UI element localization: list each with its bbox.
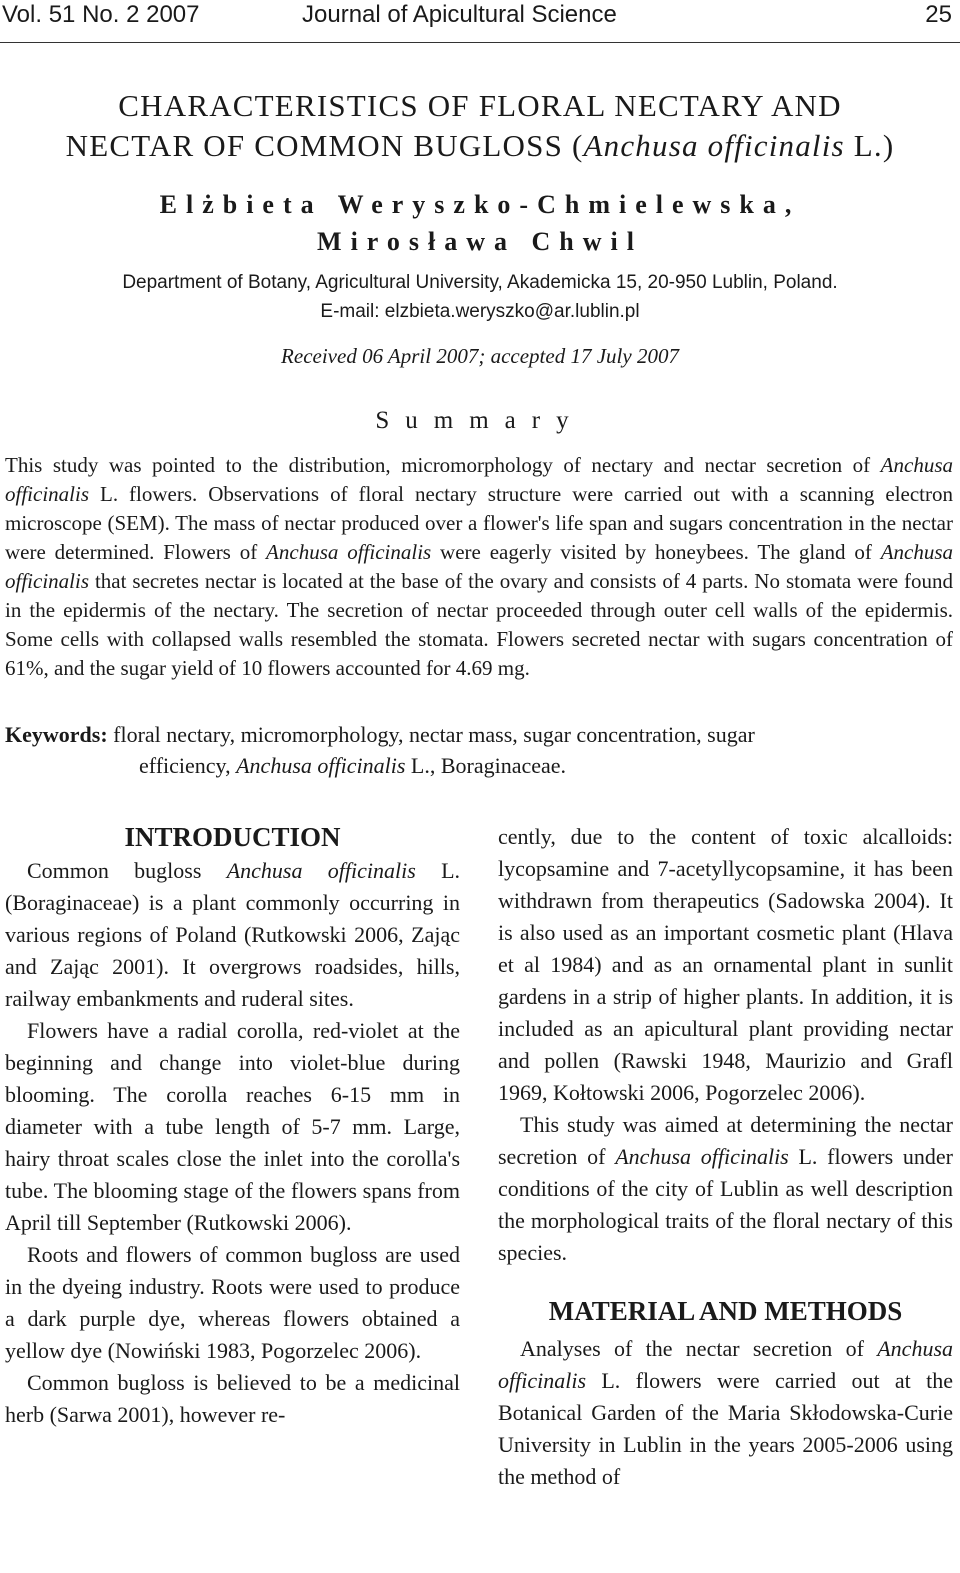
- species-name: Anchusa officinalis: [266, 540, 432, 564]
- summary-part: L. flowers. Observations of floral nectary structure were carried out with a scanning electron microscope (SEM). The mass of nectar produced over a flower's life span and sugars concentration in the nectar were determined. Flowers of: [5, 482, 953, 564]
- paragraph: Common bugloss is believed to be a medicinal herb (Sarwa 2001), however re-: [5, 1370, 460, 1427]
- running-header: [0, 0, 960, 34]
- affiliation: [0, 268, 960, 326]
- title-line-1: CHARACTERISTICS OF FLORAL NECTARY AND: [118, 88, 842, 123]
- summary-part: that secretes nectar is located at the base of the ovary and consists of 4 parts. No stomata were found in the epidermis of the nectary. The secretion of nectar proceeded through outer cell walls of the epidermis. Some cells with collapsed walls resembled the stomata. Flowers secreted nectar with sugars concentration of 61%, and the sugar yield of 10 flowers accounted for 4.69 mg.: [5, 569, 953, 680]
- paragraph-text: L. flowers were carried out at the Botanical Garden of the Maria Skłodowska-Curie University in Lublin in the years 2005-2006 using the method of: [498, 1368, 953, 1489]
- header-rule: [0, 42, 960, 43]
- species-name: Anchusa officinalis: [5, 540, 954, 593]
- species-name: Anchusa officinalis: [615, 1144, 789, 1169]
- keywords-continuation: [5, 750, 953, 781]
- keywords: [5, 719, 953, 781]
- paragraph-text: L. flowers under conditions of the city of Lublin as well description the morphological traits of the floral nectary of this species.: [498, 1144, 954, 1265]
- summary-part: were eagerly visited by honeybees. The gland of: [431, 540, 881, 564]
- summary-part: This study was pointed to the distribution, micromorphology of nectary and nectar secretion of: [5, 453, 881, 477]
- paragraph: cently, due to the content of toxic alcalloids: lycopsamine and 7-acetyllycopsamine, it has been withdrawn from therapeutics (Sadowska 2004). It is also used as an important cosmetic plant (Hlava et al 1984) and as an ornamental plant in sunlit gardens in a strip of higher plants. In addition, it is included as an apicultural plant providing nectar and pollen (Rawski 1948, Maurizio and Grafl 1969, Kołtowski 2006, Pogorzelec 2006).: [498, 824, 953, 1105]
- paragraph: [498, 1109, 953, 1269]
- page-number: 25: [925, 1, 952, 28]
- summary-text: [5, 451, 953, 683]
- left-column: [5, 819, 460, 1431]
- summary-heading: Summary: [375, 407, 585, 434]
- author-list: [0, 186, 960, 260]
- title-text-end: L.): [844, 128, 895, 163]
- affiliation-address: Department of Botany, Agricultural University, Akademicka 15, 20-950 Lublin, Poland.: [122, 272, 838, 293]
- paragraph: [5, 855, 460, 1015]
- journal-name: Journal of Apicultural Science: [302, 1, 617, 28]
- title-line-2: [0, 126, 960, 166]
- paragraph-text: L. (Boraginaceae) is a plant commonly occurring in various regions of Poland (Rutkowski 2006, Zając and Zając 2001). It overgrows roadsides, hills, railway embankments and ruderal sites.: [5, 858, 461, 1011]
- keywords-label: Keywords:: [5, 722, 108, 747]
- volume-info: Vol. 51 No. 2 2007: [2, 1, 200, 28]
- paragraph-text: This study was aimed at determining the nectar secretion of: [498, 1112, 953, 1169]
- paragraph: [498, 1333, 953, 1493]
- author-2: Mirosława Chwil: [317, 227, 643, 256]
- paragraph: Flowers have a radial corolla, red-violet at the beginning and change into violet-blue during blooming. The corolla reaches 6-15 mm in diameter with a tube length of 5-7 mm. Large, hairy throat scales close the inlet into the corolla's tube. The blooming stage of the flowers spans from April till September (Rutkowski 2006).: [5, 1018, 460, 1235]
- affiliation-email: E-mail: elzbieta.weryszko@ar.lublin.pl: [320, 301, 640, 322]
- keywords-text: efficiency,: [139, 753, 237, 778]
- keywords-text: L., Boraginaceae.: [405, 753, 567, 778]
- right-column: [498, 821, 953, 1493]
- paragraph-text: Analyses of the nectar secretion of: [520, 1336, 878, 1361]
- species-name: Anchusa officinalis: [498, 1336, 953, 1393]
- article-title: [0, 86, 960, 166]
- introduction-heading: INTRODUCTION: [124, 822, 341, 852]
- keywords-text: floral nectary, micromorphology, nectar mass, sugar concentration, sugar: [107, 722, 755, 747]
- paragraph: Roots and flowers of common bugloss are used in the dyeing industry. Roots were used to produce a dark purple dye, whereas flowers obtained a yellow dye (Nowiński 1983, Pogorzelec 2006).: [5, 1242, 460, 1363]
- species-name: Anchusa officinalis: [5, 453, 953, 506]
- species-name: Anchusa officinalis: [226, 858, 416, 883]
- species-name: Anchusa officinalis: [236, 753, 406, 778]
- title-species: Anchusa officinalis: [583, 128, 845, 163]
- title-text: NECTAR OF COMMON BUGLOSS (: [65, 128, 584, 163]
- author-1: Elżbieta Weryszko-Chmielewska,: [159, 190, 801, 219]
- received-dates: Received 06 April 2007; accepted 17 July 2007: [281, 344, 679, 368]
- methods-heading: MATERIAL AND METHODS: [548, 1296, 903, 1326]
- paragraph-text: Common bugloss: [27, 858, 227, 883]
